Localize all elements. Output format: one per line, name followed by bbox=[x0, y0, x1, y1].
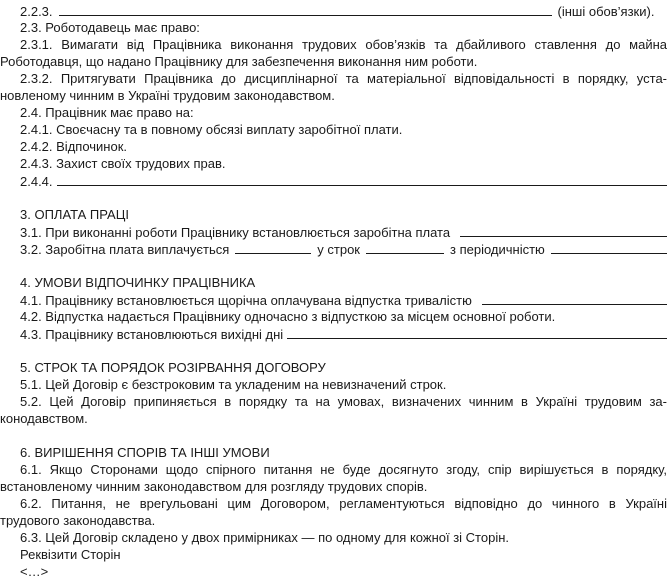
blank-other-duties bbox=[59, 2, 552, 16]
section-4-heading: 4. УМОВИ ВІДПОЧИНКУ ПРАЦІВНИКА bbox=[20, 275, 256, 290]
section-5-heading: 5. СТРОК ТА ПОРЯДОК РОЗІРВАННЯ ДОГОВОРУ bbox=[20, 360, 326, 375]
clause-2-3-2-line2: новленому чинним в Україні трудовим законодавством. bbox=[0, 88, 335, 103]
clause-6-3: 6.3. Цей Договір складено у двох примірниках — по одному для кожної зі Сторін. bbox=[20, 530, 509, 545]
blank-salary bbox=[460, 223, 667, 237]
clause-6-1-line2: встановленому чинним законодавством для розгляду трудових спорів. bbox=[0, 479, 428, 494]
blank-term bbox=[366, 240, 444, 254]
blank-2-4-4 bbox=[57, 172, 667, 186]
blank-days-off bbox=[287, 325, 667, 339]
clause-2-3: 2.3. Роботодавець має право: bbox=[20, 20, 200, 35]
clause-6-1-line1: 6.1. Якщо Сторонами щодо спірного питання не буде досягнуто згоду, спір вирішується в порядку, bbox=[20, 462, 667, 477]
clause-3-1: 3.1. При виконанні роботи Працівнику встановлюється заробітна плата bbox=[0, 223, 671, 240]
section-3-heading: 3. ОПЛАТА ПРАЦІ bbox=[20, 207, 129, 222]
clause-4-2: 4.2. Відпустка надається Працівнику одночасно з відпусткою за місцем основної роботи. bbox=[20, 309, 556, 324]
blank-salary-paid bbox=[235, 240, 311, 254]
clause-3-2: 3.2. Заробітна плата виплачується у строк з періодичністю bbox=[0, 240, 671, 257]
clause-5-2-line1: 5.2. Цей Договір припиняється в порядку та на умовах, визначених чинним в Україні трудовим за- bbox=[20, 394, 667, 409]
clause-2-3-2-line1: 2.3.2. Притягувати Працівника до дисциплінарної та матеріальної відповідальності в порядку, уста- bbox=[20, 71, 667, 86]
clause-2-2-3: 2.2.3. (інші обов’язки). bbox=[20, 4, 655, 19]
clause-2-4: 2.4. Працівник має право на: bbox=[20, 105, 194, 120]
clause-4-3: 4.3. Працівнику встановлюються вихідні дні bbox=[0, 325, 671, 342]
blank-vacation-length bbox=[482, 291, 667, 305]
clause-5-2-line2: конодавством. bbox=[0, 411, 88, 426]
clause-2-3-1-line2: Роботодавця, що надано Працівнику для забезпечення виконання ним роботи. bbox=[0, 54, 478, 69]
clause-4-1: 4.1. Працівнику встановлюється щорічна оплачувана відпустка тривалістю bbox=[0, 291, 671, 308]
clause-2-4-4: 2.4.4. bbox=[0, 172, 671, 189]
clause-2-4-1: 2.4.1. Своєчасну та в повному обсязі виплату заробітної плати. bbox=[20, 122, 403, 137]
clause-2-4-3: 2.4.3. Захист своїх трудових прав. bbox=[20, 156, 226, 171]
ellipsis: <…> bbox=[20, 564, 49, 579]
clause-6-2-line2: трудового законодавства. bbox=[0, 513, 156, 528]
clause-2-4-2: 2.4.2. Відпочинок. bbox=[20, 139, 128, 154]
blank-periodicity bbox=[551, 240, 667, 254]
section-6-heading: 6. ВИРІШЕННЯ СПОРІВ ТА ІНШІ УМОВИ bbox=[20, 445, 270, 460]
clause-6-2-line1: 6.2. Питання, не врегульовані цим Договором, регламентуються відповідно до чинного в Україні bbox=[20, 496, 667, 511]
requisites-heading: Реквізити Сторін bbox=[20, 547, 121, 562]
clause-5-1: 5.1. Цей Договір є безстроковим та укладеним на невизначений строк. bbox=[20, 377, 447, 392]
clause-2-3-1-line1: 2.3.1. Вимагати від Працівника виконання трудових обов’язків та дбайливого ставлення до майна bbox=[20, 37, 667, 52]
